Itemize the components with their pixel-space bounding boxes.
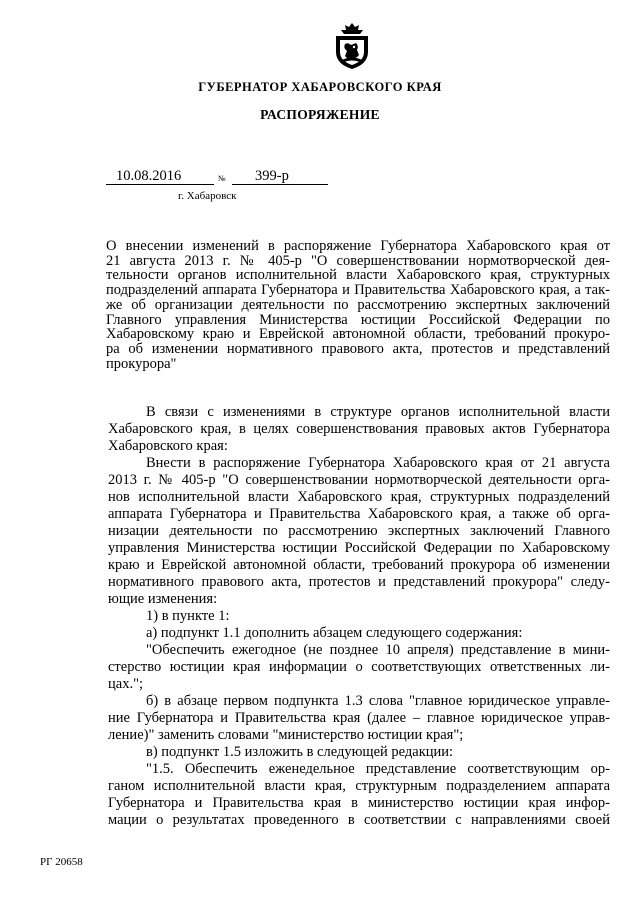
- date-underline: [106, 184, 214, 185]
- title-line: прокурора": [106, 355, 177, 372]
- body-line: низации деятельности по рассмотрению экспертных заключений Главного: [108, 523, 610, 539]
- title-line: О внесении изменений в распоряжение Губернатора Хабаровского края от: [106, 238, 610, 254]
- body-line: а) подпункт 1.1 дополнить абзацем следующего содержания:: [146, 625, 523, 641]
- body-line: В связи с изменениями в структуре органов исполнительной власти: [146, 404, 610, 420]
- authority-title: ГУБЕРНАТОР ХАБАРОВСКОГО КРАЯ: [198, 80, 442, 94]
- title-line: 21 августа 2013 г. № 405-р "О совершенствовании нормотворческой дея-: [106, 252, 610, 269]
- body-line: Хабаровского края, в целях совершенствования правовых актов Губернатора: [108, 421, 610, 437]
- body-line: нов исполнительной власти Хабаровского края, структурных подразделений: [108, 489, 610, 505]
- title-line: тельности органов исполнительной власти Хабаровского края, структурных: [106, 267, 610, 284]
- body-line: цах.";: [108, 676, 144, 692]
- body-line: ние Губернатора и Правительства края (далее – главное юридическое управ-: [108, 710, 610, 726]
- number-sign: №: [218, 174, 226, 183]
- document-city: г. Хабаровск: [178, 190, 237, 202]
- body-line: б) в абзаце первом подпункта 1.3 слова "главное юридическое управле-: [146, 693, 610, 709]
- body-line: нормативного правового акта, протестов и представлений прокурора" следу-: [108, 574, 610, 590]
- body-line: стерство юстиции края информации о соответствующих ответственных ли-: [108, 659, 610, 675]
- body-line: Внести в распоряжение Губернатора Хабаровского края от 21 августа: [146, 455, 610, 471]
- body-line: "1.5. Обеспечить еженедельное представление соответствующим ор-: [146, 761, 610, 777]
- title-line: Хабаровскому краю и Еврейской автономной области, требований прокуро-: [106, 326, 610, 343]
- document-title: [106, 239, 610, 371]
- number-underline: [232, 184, 328, 185]
- body-line: ющие изменения:: [108, 591, 218, 607]
- title-line: же об организации деятельности по рассмотрению экспертных заключений: [106, 296, 610, 313]
- body-line: 1) в пункте 1:: [146, 608, 230, 624]
- body-line: ление)" заменить словами "министерство юстиции края";: [108, 727, 464, 743]
- footer-code: РГ 20658: [40, 856, 83, 868]
- body-line: ганом исполнительной власти края, структурным подразделением аппарата: [108, 778, 610, 794]
- title-line: ра об изменении нормативного правового акта, протестов и представлений: [106, 340, 610, 357]
- body-line: 2013 г. № 405-р "О совершенствовании нормотворческой деятельности орга-: [108, 472, 610, 488]
- title-line: Главного управления Министерства юстиции Российской Федерации по: [106, 311, 610, 328]
- body-line: управления Министерства юстиции Российской Федерации по Хабаровскому: [108, 540, 610, 556]
- body-line: Хабаровского края:: [108, 438, 228, 454]
- document-number: 399-р: [255, 168, 289, 184]
- body-line: "Обеспечить ежегодное (не позднее 10 апреля) представление в мини-: [146, 642, 610, 658]
- coat-of-arms-icon: [332, 22, 372, 70]
- body-line: в) подпункт 1.5 изложить в следующей редакции:: [146, 744, 454, 760]
- document-date: 10.08.2016: [116, 168, 182, 184]
- title-line: подразделений аппарата Губернатора и Правительства Хабаровского края, а так-: [106, 282, 610, 299]
- body-line: мации о результатах проведенного в соответствии с направлениями своей: [108, 812, 610, 828]
- body-line: краю и Еврейской автономной области, требований прокурора об изменении: [108, 557, 610, 573]
- body-line: Губернатора и Правительства края в министерство юстиции края инфор-: [108, 795, 610, 811]
- body-line: аппарата Губернатора и Правительства Хабаровского края, а также об орга-: [108, 506, 610, 522]
- document-type: РАСПОРЯЖЕНИЕ: [260, 107, 380, 122]
